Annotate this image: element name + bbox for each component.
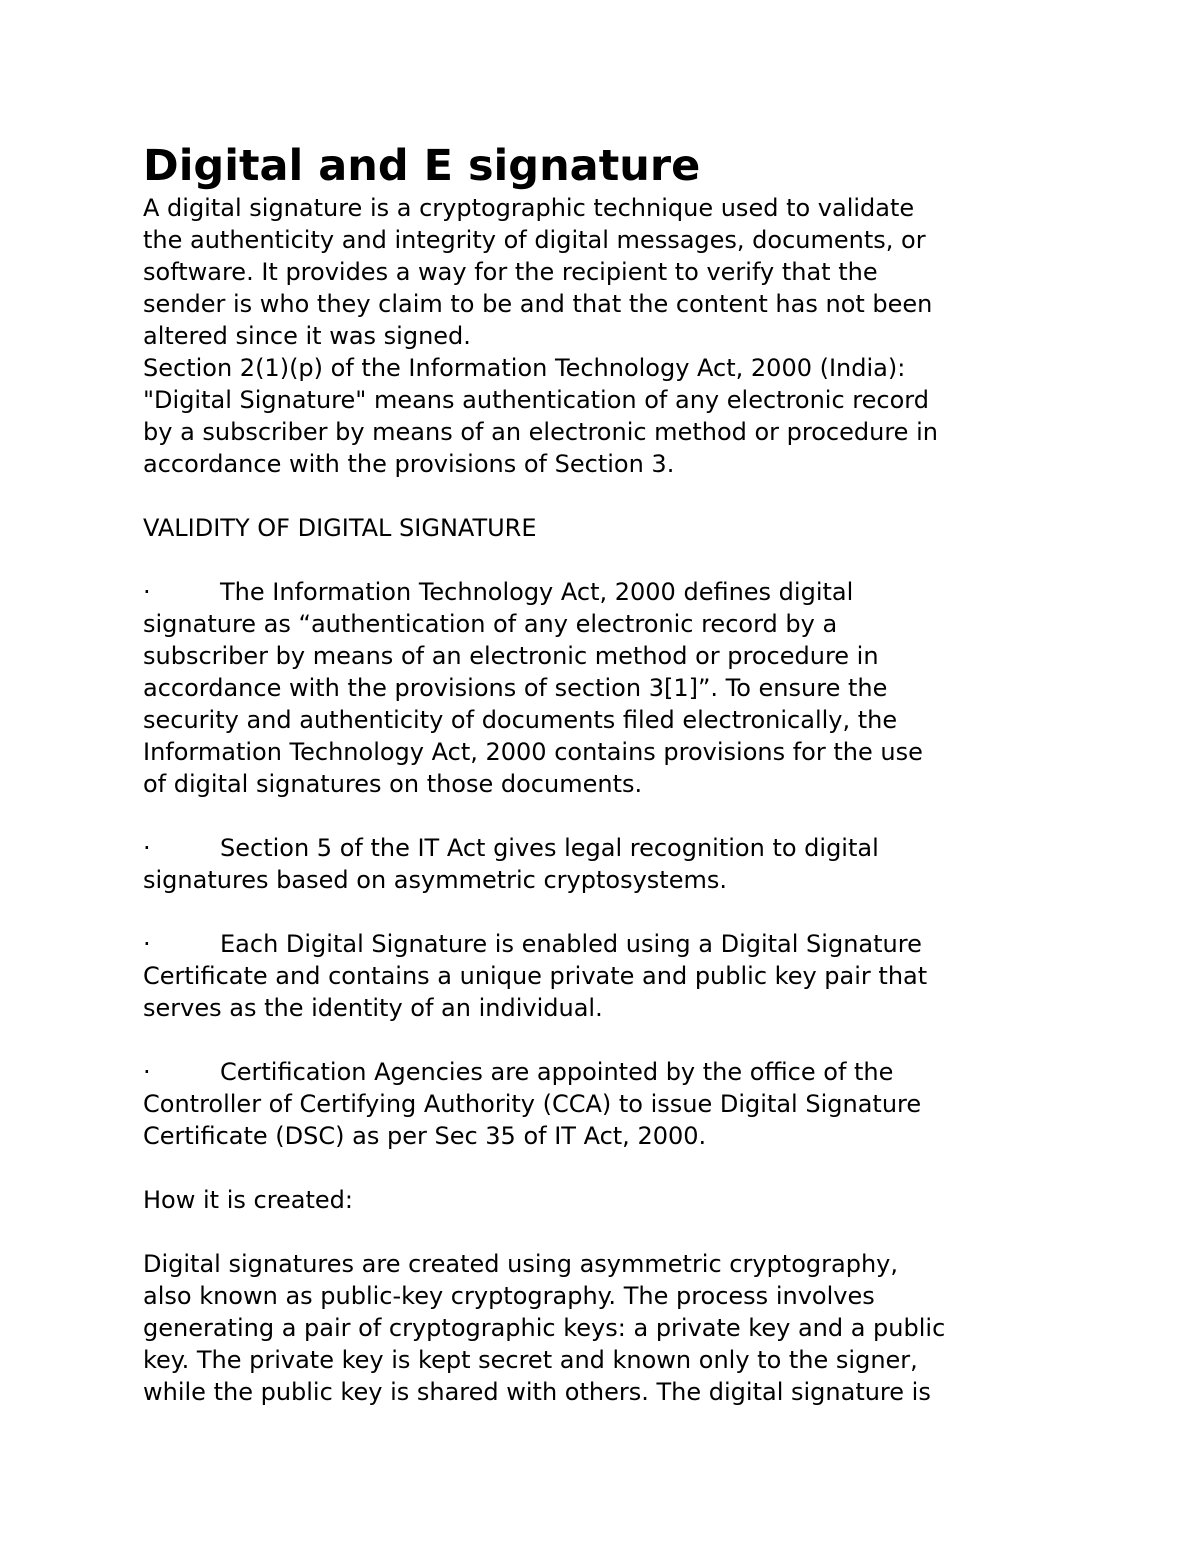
text-line: sender is who they claim to be and that the content has not been xyxy=(143,290,933,318)
bullet-marker: · xyxy=(143,1058,151,1086)
section-definition-paragraph xyxy=(143,352,1073,480)
bullet-marker: · xyxy=(143,834,151,862)
text-line: security and authenticity of documents filed electronically, the xyxy=(143,706,898,734)
text-line: Digital signatures are created using asymmetric cryptography, xyxy=(143,1250,898,1278)
spacer xyxy=(143,896,1073,928)
spacer xyxy=(143,1152,1073,1184)
created-heading: How it is created: xyxy=(143,1186,353,1214)
bullet-marker: · xyxy=(143,578,151,606)
spacer xyxy=(143,800,1073,832)
text-line: while the public key is shared with others. The digital signature is xyxy=(143,1378,931,1406)
text-line: accordance with the provisions of Section 3. xyxy=(143,450,675,478)
document-title: Digital and E signature xyxy=(143,141,701,191)
bullet-first-line xyxy=(143,576,1073,608)
bullet-text: Each Digital Signature is enabled using a Digital Signature xyxy=(220,930,922,958)
intro-paragraph xyxy=(143,192,1073,352)
text-line: signatures based on asymmetric cryptosystems. xyxy=(143,866,727,894)
text-line: subscriber by means of an electronic method or procedure in xyxy=(143,642,879,670)
bullet-text: The Information Technology Act, 2000 defines digital xyxy=(220,578,854,606)
text-line: Controller of Certifying Authority (CCA) to issue Digital Signature xyxy=(143,1090,922,1118)
text-line: key. The private key is kept secret and known only to the signer, xyxy=(143,1346,918,1374)
spacer xyxy=(143,1024,1073,1056)
text-line: also known as public-key cryptography. The process involves xyxy=(143,1282,875,1310)
bullet-item xyxy=(143,576,1073,800)
bullet-text: Certification Agencies are appointed by the office of the xyxy=(220,1058,894,1086)
spacer xyxy=(143,480,1073,512)
bullet-first-line xyxy=(143,928,1073,960)
text-line: A digital signature is a cryptographic technique used to validate xyxy=(143,194,915,222)
text-line: "Digital Signature" means authentication of any electronic record xyxy=(143,386,929,414)
text-line: by a subscriber by means of an electronic method or procedure in xyxy=(143,418,938,446)
bullet-text: Section 5 of the IT Act gives legal recognition to digital xyxy=(220,834,879,862)
text-line: Certificate and contains a unique private and public key pair that xyxy=(143,962,928,990)
spacer xyxy=(143,1216,1073,1248)
text-line: altered since it was signed. xyxy=(143,322,471,350)
bullet-item xyxy=(143,1056,1073,1152)
text-line: of digital signatures on those documents. xyxy=(143,770,643,798)
bullet-item xyxy=(143,928,1073,1024)
created-paragraph xyxy=(143,1248,1073,1408)
bullet-item xyxy=(143,832,1073,896)
text-line: Certificate (DSC) as per Sec 35 of IT Act, 2000. xyxy=(143,1122,707,1150)
validity-heading: VALIDITY OF DIGITAL SIGNATURE xyxy=(143,514,537,542)
document-content xyxy=(143,140,1073,1408)
bullet-first-line xyxy=(143,832,1073,864)
text-line: accordance with the provisions of section 3[1]”. To ensure the xyxy=(143,674,888,702)
text-line: serves as the identity of an individual. xyxy=(143,994,603,1022)
text-line: the authenticity and integrity of digital messages, documents, or xyxy=(143,226,926,254)
text-line: signature as “authentication of any electronic record by a xyxy=(143,610,838,638)
text-line: Information Technology Act, 2000 contains provisions for the use xyxy=(143,738,923,766)
bullet-first-line xyxy=(143,1056,1073,1088)
text-line: generating a pair of cryptographic keys: a private key and a public xyxy=(143,1314,946,1342)
text-line: software. It provides a way for the recipient to verify that the xyxy=(143,258,878,286)
spacer xyxy=(143,544,1073,576)
text-line: Section 2(1)(p) of the Information Technology Act, 2000 (India): xyxy=(143,354,906,382)
bullet-marker: · xyxy=(143,930,151,958)
